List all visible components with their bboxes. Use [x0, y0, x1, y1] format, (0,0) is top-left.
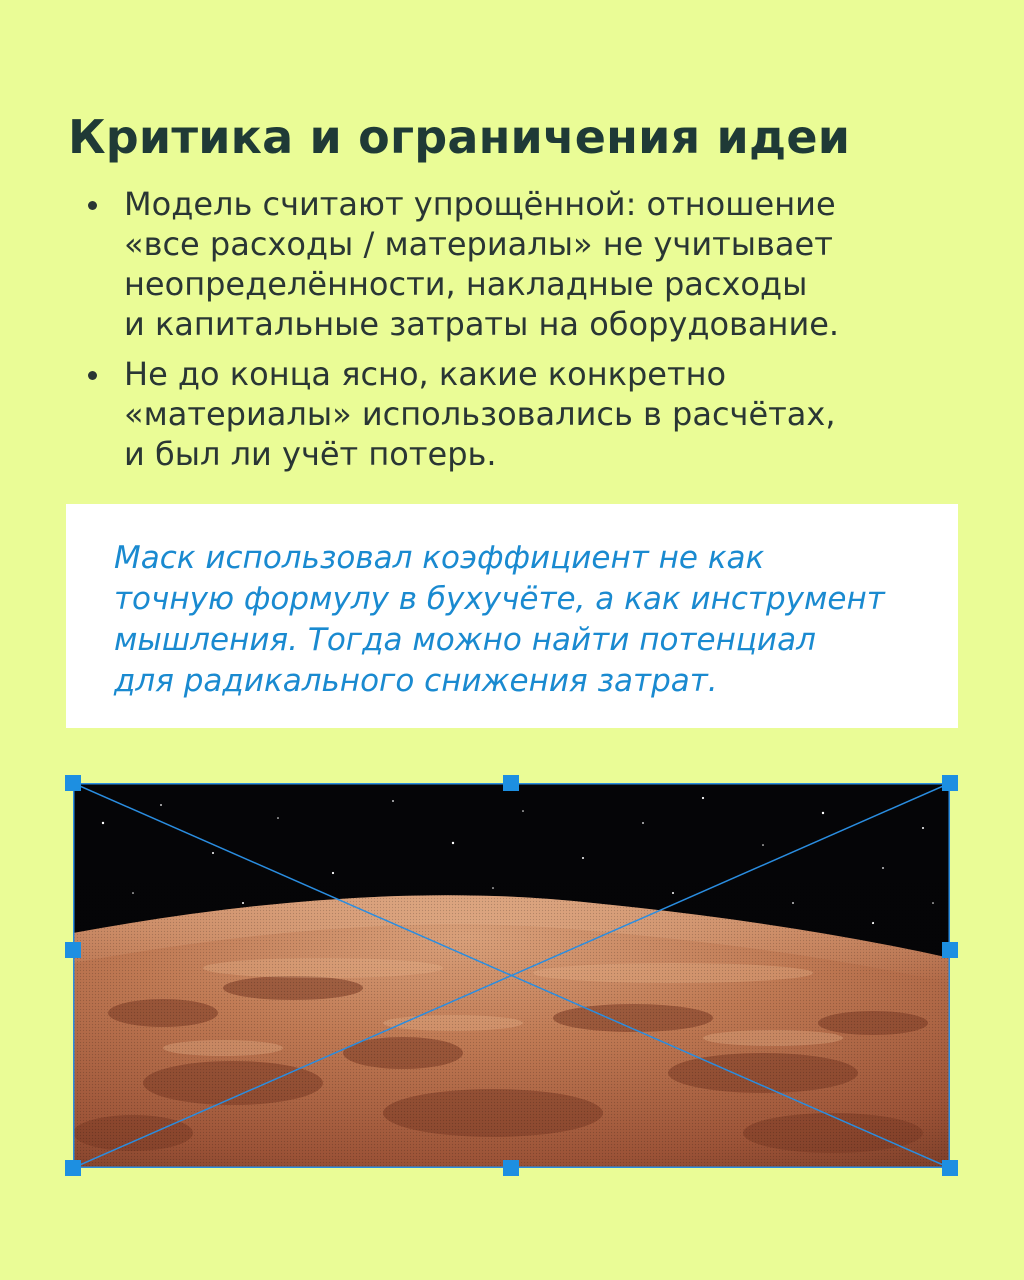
- quote-box: [66, 504, 958, 728]
- bullet-list: [84, 184, 944, 484]
- bullet-item: [84, 354, 944, 474]
- resize-handle-right[interactable]: [942, 942, 958, 958]
- bullet-dot-icon: [88, 201, 97, 210]
- resize-handle-left[interactable]: [65, 942, 81, 958]
- halftone-texture: [73, 883, 950, 1168]
- resize-handle-top[interactable]: [503, 775, 519, 791]
- quote-text: Маск использовал коэффициент не как точную формулу в бухучёте, а как инструмент мышления. Тогда можно найти потенциал для радикального снижения затрат.: [114, 540, 885, 699]
- resize-handle-bottom[interactable]: [503, 1160, 519, 1176]
- bullet-text: Не до конца ясно, какие конкретно «материалы» использовались в расчётах, и был ли учёт потерь.: [124, 355, 836, 473]
- bullet-dot-icon: [88, 371, 97, 380]
- bullet-text: Модель считают упрощённой: отношение «все расходы / материалы» не учитывает неопределённости, накладные расходы и капитальные затраты на оборудование.: [124, 185, 840, 343]
- slide-title: Критика и ограничения идеи: [68, 110, 851, 164]
- resize-handle-bottom-right[interactable]: [942, 1160, 958, 1176]
- resize-handle-bottom-left[interactable]: [65, 1160, 81, 1176]
- resize-handle-top-right[interactable]: [942, 775, 958, 791]
- bullet-item: [84, 184, 944, 344]
- resize-handle-top-left[interactable]: [65, 775, 81, 791]
- mars-image[interactable]: [73, 783, 950, 1168]
- mars-surface-illustration: [73, 783, 950, 1168]
